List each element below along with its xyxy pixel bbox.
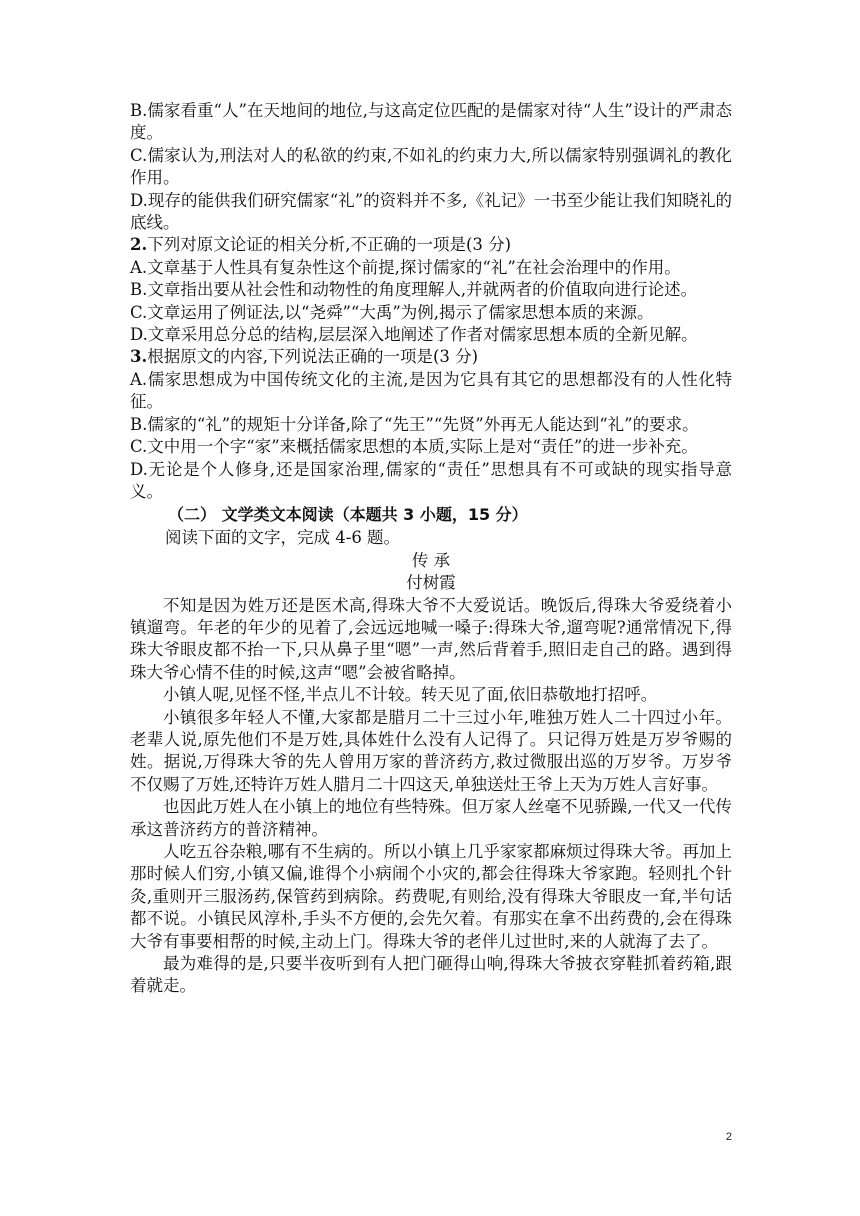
story-paragraph: 最为难得的是,只要半夜听到有人把门砸得山响,得珠大爷披衣穿鞋抓着药箱,跟着就走。: [130, 954, 732, 996]
q2-option-b: B.文章指出要从社会性和动物性的角度理解人,并就两者的价值取向进行论述。: [130, 280, 698, 300]
q2-number: 2.: [130, 235, 148, 255]
q1-option-c: C.儒家认为,刑法对人的私欲的约束,不如礼的约束力大,所以儒家特别强调礼的教化作用。: [130, 145, 732, 188]
story-paragraph: 不知是因为姓万还是医术高,得珠大爷不大爱说话。晚饭后,得珠大爷爱绕着小镇遛弯。年老的年少的见着了,会远远地喊一嗓子:得珠大爷,遛弯呢?通常情况下,得珠大爷眼皮都不抬一下,只从鼻子里“嗯”一声,然后背着手,照旧走自己的路。遇到得珠大爷心情不佳的时候,这声“嗯”会被省略掉。: [130, 595, 732, 682]
document-page: [130, 100, 732, 998]
q3-number: 3.: [130, 347, 148, 367]
story-paragraph: 人吃五谷杂粮,哪有不生病的。所以小镇上几乎家家都麻烦过得珠大爷。再加上那时候人们穷,小镇又偏,谁得个小病闹个小灾的,都会往得珠大爷家跑。轻则扎个针灸,重则开三服汤药,保管药到病除。药费呢,有则给,没有得珠大爷眼皮一耷,半句话都不说。小镇民风淳朴,手头不方便的,会先欠着。有那实在拿不出药费的,会在得珠大爷有事要相帮的时候,主动上门。得珠大爷的老伴儿过世时,来的人就海了去了。: [130, 842, 732, 951]
q3-option-c: C.文中用一个字“家”来概括儒家思想的本质,实际上是对“责任”的进一步补充。: [130, 437, 698, 457]
q1-option-b: B.儒家看重“人”在天地间的地位,与这高定位匹配的是儒家对待“人生”设计的严肃态度。: [130, 101, 732, 143]
story-paragraph: 也因此万姓人在小镇上的地位有些特殊。但万家人丝毫不见骄躁,一代又一代传承这普济药方的普济精神。: [130, 797, 732, 839]
q2-stem-text: 下列对原文论证的相关分析,不正确的一项是(3 分): [147, 235, 512, 255]
page-number: 2: [725, 1131, 732, 1143]
story-author: 付树霞: [406, 573, 456, 593]
story-title: 传 承: [411, 550, 451, 570]
q2-stem: [130, 234, 732, 256]
q1-option-d: D.现存的能供我们研究儒家“礼”的资料并不多,《礼记》一书至少能让我们知晓礼的底线。: [130, 190, 732, 233]
story-paragraph: 小镇人呢,见怪不怪,半点儿不计较。转天见了面,依旧恭敬地打招呼。: [163, 685, 658, 705]
section-instruction: 阅读下面的文字，完成 4-6 题。: [165, 528, 401, 548]
q2-option-c: C.文章运用了例证法,以“尧舜”“大禹”为例,揭示了儒家思想本质的来源。: [130, 302, 654, 322]
q3-option-b: B.儒家的“礼”的规矩十分详备,除了“先王”“先贤”外再无人能达到“礼”的要求。: [130, 414, 699, 434]
q3-option-d: D.无论是个人修身,还是国家治理,儒家的“责任”思想具有不可或缺的现实指导意义。: [130, 459, 732, 501]
q2-option-d: D.文章采用总分总的结构,层层深入地阐述了作者对儒家思想本质的全新见解。: [130, 325, 698, 345]
q2-option-a: A.文章基于人性具有复杂性这个前提,探讨儒家的“礼”在社会治理中的作用。: [130, 257, 681, 277]
story-paragraph: 小镇很多年轻人不懂,大家都是腊月二十三过小年,唯独万姓人二十四过小年。老辈人说,原先他们不是万姓,具体姓什么没有人记得了。只记得万姓是万岁爷赐的姓。据说,万得珠大爷的先人曾用万家的普济药方,救过微服出巡的万岁爷。万岁爷不仅赐了万姓,还特许万姓人腊月二十四这天,单独送灶王爷上天为万姓人言好事。: [130, 707, 732, 794]
q3-stem-text: 根据原文的内容,下列说法正确的一项是(3 分): [147, 347, 479, 367]
section-title: （二） 文学类文本阅读（本题共 3 小题，15 分）: [168, 505, 528, 525]
q3-stem: [130, 346, 732, 368]
q3-option-a: A.儒家思想成为中国传统文化的主流,是因为它具有其它的思想都没有的人性化特征。: [130, 369, 732, 412]
